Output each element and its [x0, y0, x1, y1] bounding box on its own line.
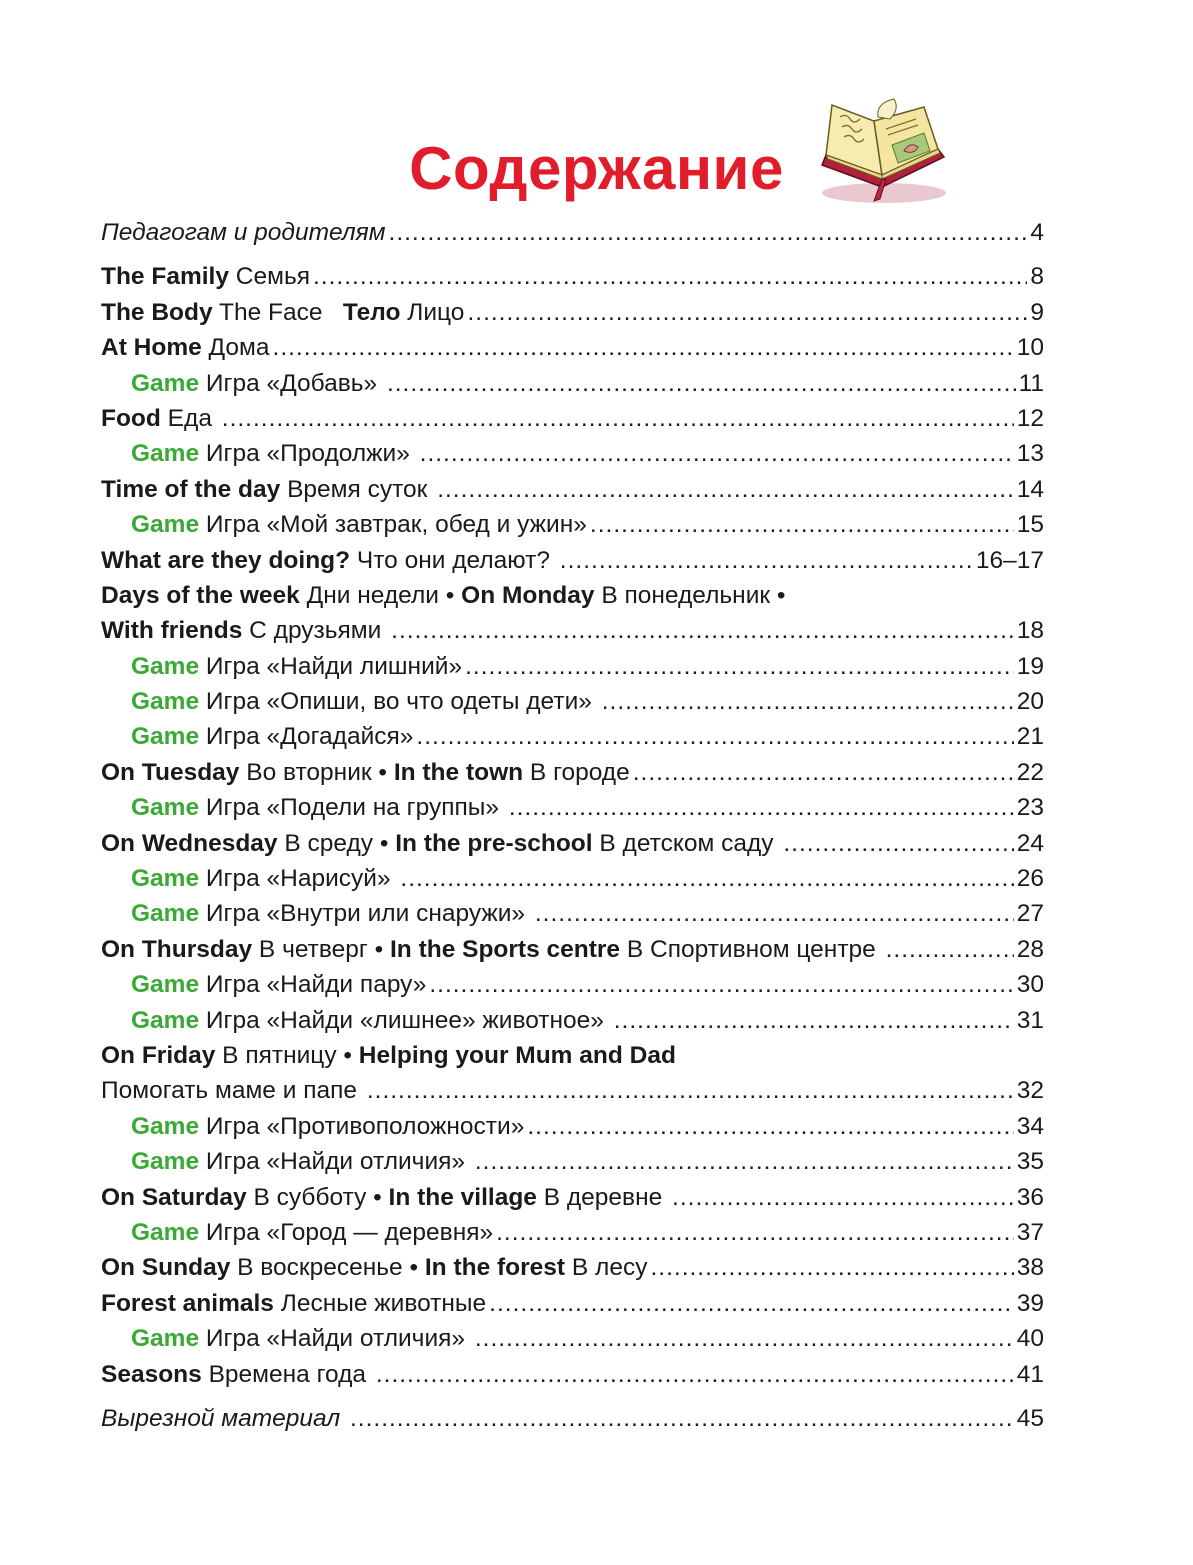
toc-entry: [101, 1109, 1044, 1144]
game-label: Game: [131, 1325, 200, 1353]
toc-entry-russian: В лесу: [565, 1254, 648, 1282]
toc-entry-russian: Во вторник •: [239, 758, 394, 786]
dot-leader: [535, 896, 1014, 931]
toc-entry-russian: Игра «Внутри или снаружи»: [199, 900, 532, 928]
toc-entry: [101, 1250, 1044, 1285]
toc-entry-title: [101, 295, 464, 330]
toc-entry: [101, 295, 1044, 330]
toc-entry: [101, 896, 1044, 931]
toc-entry-title: [101, 755, 630, 790]
page-number: 23: [1016, 794, 1044, 822]
toc-entry-russian: С друзьями: [242, 617, 389, 645]
page-number: 4: [1030, 219, 1044, 246]
dot-leader: [376, 1357, 1014, 1392]
dot-leader: [391, 613, 1014, 648]
toc-entry-russian: Игра «Противоположности»: [199, 1112, 525, 1140]
toc-entry-english: At Home: [101, 334, 202, 362]
dot-leader: [273, 330, 1014, 365]
page-number: 19: [1016, 652, 1044, 680]
dot-leader: [389, 215, 1028, 250]
page-number: 16–17: [975, 546, 1044, 574]
toc-entry-title: [101, 259, 310, 294]
toc-entry-russian: Игра «Найди отличия»: [199, 1148, 472, 1176]
toc-entry: [101, 613, 1044, 648]
toc-entry: [101, 1357, 1044, 1392]
dot-leader: [420, 436, 1014, 471]
game-label: Game: [131, 511, 200, 539]
toc-entry: [101, 1003, 1044, 1038]
toc-entry-title: [101, 613, 388, 648]
toc-entry-russian: Дома: [201, 334, 270, 362]
game-label: Game: [131, 652, 200, 680]
page-number: 35: [1016, 1148, 1044, 1176]
toc-entry-title: [101, 215, 386, 250]
page-number: 27: [1016, 900, 1044, 928]
toc-entry-russian: Помогать маме и папе: [101, 1077, 364, 1105]
game-label: Game: [131, 440, 200, 468]
dot-leader: [387, 366, 1016, 401]
toc-entry-title: [101, 543, 557, 578]
page-number: 11: [1018, 369, 1044, 397]
page-number: 10: [1016, 334, 1044, 362]
toc-entry: [101, 967, 1044, 1002]
dot-leader: [590, 507, 1014, 542]
page-number: 32: [1016, 1077, 1044, 1105]
toc-entry-title: [101, 826, 780, 861]
toc-entry-russian: Дни недели •: [299, 581, 462, 609]
toc-entry-title: [131, 896, 532, 931]
toc-entry-english: On Tuesday: [101, 758, 240, 786]
toc-entry: [101, 436, 1044, 471]
toc-entry-russian: Лицо: [400, 298, 465, 326]
toc-entry-russian: В воскресенье •: [230, 1254, 425, 1282]
dot-leader: [465, 649, 1014, 684]
toc-entry-russian: Игра «Продолжи»: [199, 440, 417, 468]
toc-entry-english: In the village: [388, 1183, 537, 1211]
page-number: 18: [1016, 617, 1044, 645]
toc-entry: [101, 507, 1044, 542]
toc-entry: [101, 1038, 1044, 1073]
toc-entry-title: [101, 330, 270, 365]
game-label: Game: [131, 1218, 200, 1246]
dot-leader: [350, 1401, 1014, 1436]
dot-leader: [400, 861, 1013, 896]
toc-entry-english: In the forest: [424, 1254, 566, 1282]
page-number: 34: [1016, 1112, 1044, 1140]
toc-entry-title: [131, 790, 506, 825]
toc-entry-title: [131, 507, 587, 542]
dot-leader: [429, 967, 1013, 1002]
toc-entry-english: The Family: [101, 263, 229, 291]
game-label: Game: [131, 971, 200, 999]
toc-entry: [101, 790, 1044, 825]
toc-entry: [101, 215, 1044, 250]
toc-entry-title: [131, 719, 413, 754]
toc-entry: [101, 1215, 1044, 1250]
toc-entry-title: [101, 1286, 486, 1321]
dot-leader: [560, 543, 973, 578]
toc-entry-title: [101, 932, 883, 967]
page-number: 14: [1016, 475, 1044, 503]
dot-leader: [437, 472, 1014, 507]
toc-entry-title: [101, 472, 434, 507]
page-number: 40: [1016, 1325, 1044, 1353]
toc-entry-russian: Игра «Город — деревня»: [199, 1218, 494, 1246]
toc-entry: [101, 1073, 1044, 1108]
dot-leader: [633, 755, 1014, 790]
toc-entry-english: On Monday: [461, 581, 595, 609]
toc-entry-english: Food: [101, 404, 161, 432]
page-number: 30: [1016, 971, 1044, 999]
game-label: Game: [131, 688, 200, 716]
page-number: 20: [1016, 688, 1044, 716]
page-number: 39: [1016, 1289, 1044, 1317]
game-label: Game: [131, 723, 200, 751]
toc-entry-english: With friends: [101, 617, 243, 645]
toc-entry-russian: В среду •: [277, 829, 396, 857]
game-label: Game: [131, 865, 200, 893]
game-label: Game: [131, 1112, 200, 1140]
dot-leader: [509, 790, 1014, 825]
toc-entry-title: [131, 1003, 611, 1038]
toc-entry-russian: Что они делают?: [350, 546, 557, 574]
toc-entry: [101, 401, 1044, 436]
toc-entry-english: In the town: [393, 758, 524, 786]
toc-entry-russian: Семья: [228, 263, 310, 291]
toc-entry-russian: Лесные животные: [273, 1289, 487, 1317]
toc-entry: [101, 861, 1044, 896]
dot-leader: [602, 684, 1014, 719]
toc-entry-russian: В субботу •: [246, 1183, 389, 1211]
toc-entry: [101, 932, 1044, 967]
dot-leader: [489, 1286, 1014, 1321]
toc-entry-english: On Sunday: [101, 1254, 231, 1282]
page-number: 12: [1016, 404, 1044, 432]
toc-entry-title: [131, 861, 397, 896]
page-number: 45: [1016, 1404, 1044, 1432]
open-book-icon: [812, 95, 952, 210]
page-number: 13: [1016, 440, 1044, 468]
toc-entry-title: [101, 1180, 669, 1215]
dot-leader: [783, 826, 1013, 861]
toc-entry: [101, 755, 1044, 790]
toc-entry-title: [131, 1321, 472, 1356]
toc-entry-russian: В четверг •: [252, 935, 390, 963]
toc-entry-russian: Игра «Найди лишний»: [199, 652, 463, 680]
page-number: 36: [1016, 1183, 1044, 1211]
game-label: Game: [131, 900, 200, 928]
page-number: 24: [1016, 829, 1044, 857]
dot-leader: [672, 1180, 1014, 1215]
toc-entry-title: [101, 1250, 647, 1285]
toc-entry-english: Seasons: [101, 1360, 202, 1388]
toc-entry-russian: В понедельник •: [594, 581, 786, 609]
toc-entry-title: [131, 436, 417, 471]
page-number: 41: [1016, 1360, 1044, 1388]
toc-entry-english: On Thursday: [101, 935, 253, 963]
toc-entry: [101, 259, 1044, 294]
dot-leader: [527, 1109, 1013, 1144]
toc-entry-title: [131, 366, 384, 401]
page-number: 9: [1030, 298, 1044, 326]
game-label: Game: [131, 794, 200, 822]
toc-entry: [101, 1401, 1044, 1436]
toc-entry-russian: В городе: [523, 758, 630, 786]
toc-entry-russian: Еда: [160, 404, 219, 432]
dot-leader: [614, 1003, 1014, 1038]
page-number: 15: [1016, 511, 1044, 539]
toc-entry-russian: Игра «Найди «лишнее» животное»: [199, 1006, 611, 1034]
toc-entry-russian: Время суток: [280, 475, 435, 503]
toc-entry-title: [131, 649, 462, 684]
page-title: Содержание: [409, 135, 784, 202]
page-number: 28: [1016, 935, 1044, 963]
toc-entry-russian: В деревне: [536, 1183, 670, 1211]
toc-entry-russian: Игра «Добавь»: [199, 369, 384, 397]
toc-entry-title: [101, 1357, 373, 1392]
toc-entry-english: Forest animals: [101, 1289, 274, 1317]
toc-entry: [101, 826, 1044, 861]
toc-entry-russian: Вырезной материал: [101, 1404, 347, 1432]
page-number: 8: [1030, 263, 1044, 291]
toc-entry-english: Time of the day: [101, 475, 281, 503]
toc-entry: [101, 719, 1044, 754]
dot-leader: [475, 1144, 1014, 1179]
toc-entry-russian: Педагогам и родителям: [101, 219, 386, 246]
toc-entry: [101, 1321, 1044, 1356]
toc-entry-russian: В детском саду: [592, 829, 781, 857]
toc-entry: [101, 543, 1044, 578]
toc-entry-russian: Игра «Мой завтрак, обед и ужин»: [199, 511, 587, 539]
toc-entry-title: [131, 684, 599, 719]
dot-leader: [416, 719, 1013, 754]
toc-entry-russian: Игра «Найди отличия»: [199, 1325, 472, 1353]
toc-entry: [101, 330, 1044, 365]
toc-entry-english: In the Sports centre: [389, 935, 621, 963]
toc-entry-russian: Времена года: [201, 1360, 373, 1388]
game-label: Game: [131, 1148, 200, 1176]
page-number: 21: [1016, 723, 1044, 751]
toc-entry: [101, 1180, 1044, 1215]
toc-entry-russian: Игра «Найди пару»: [199, 971, 427, 999]
dot-leader: [467, 295, 1027, 330]
toc-entry: [101, 1144, 1044, 1179]
dot-leader: [496, 1215, 1014, 1250]
table-of-contents: [101, 215, 1044, 1436]
dot-leader: [650, 1250, 1013, 1285]
dot-leader: [475, 1321, 1014, 1356]
toc-entry: [101, 366, 1044, 401]
page-number: 37: [1016, 1218, 1044, 1246]
toc-entry-russian: The Face: [212, 298, 343, 326]
toc-entry-title: [131, 1144, 472, 1179]
toc-entry: [101, 684, 1044, 719]
game-label: Game: [131, 1006, 200, 1034]
toc-entry-title: [101, 1073, 364, 1108]
toc-entry-title: [101, 1401, 347, 1436]
toc-entry-russian: В Спортивном центре: [620, 935, 883, 963]
dot-leader: [313, 259, 1027, 294]
toc-entry: [101, 472, 1044, 507]
toc-entry-russian: Игра «Опиши, во что одеты дети»: [199, 688, 599, 716]
toc-entry-english: Тело: [342, 298, 401, 326]
dot-leader: [886, 932, 1014, 967]
toc-entry-title: [101, 401, 219, 436]
toc-entry-english: Helping your Mum and Dad: [358, 1041, 676, 1069]
toc-entry-russian: Игра «Догадайся»: [199, 723, 414, 751]
toc-entry: [101, 578, 1044, 613]
toc-entry: [101, 649, 1044, 684]
toc-entry-russian: Игра «Нарисуй»: [199, 865, 398, 893]
toc-entry-english: The Body: [101, 298, 213, 326]
toc-entry-english: Days of the week: [101, 581, 300, 609]
toc-entry-english: What are they doing?: [101, 546, 351, 574]
toc-entry-english: On Wednesday: [101, 829, 278, 857]
toc-entry-russian: В пятницу •: [215, 1041, 359, 1069]
toc-entry-english: In the pre-school: [395, 829, 593, 857]
page-number: 22: [1016, 758, 1044, 786]
toc-entry-title: [131, 1109, 524, 1144]
toc-entry-title: [131, 1215, 493, 1250]
toc-entry: [101, 1286, 1044, 1321]
page-number: 31: [1016, 1006, 1044, 1034]
game-label: Game: [131, 369, 200, 397]
toc-entry-title: [101, 578, 785, 613]
page-number: 26: [1016, 865, 1044, 893]
toc-entry-title: [101, 1038, 676, 1073]
dot-leader: [222, 401, 1014, 436]
toc-entry-english: On Friday: [101, 1041, 216, 1069]
toc-entry-title: [131, 967, 426, 1002]
dot-leader: [367, 1073, 1014, 1108]
toc-entry-russian: Игра «Подели на группы»: [199, 794, 506, 822]
page-number: 38: [1016, 1254, 1044, 1282]
toc-entry-english: On Saturday: [101, 1183, 247, 1211]
